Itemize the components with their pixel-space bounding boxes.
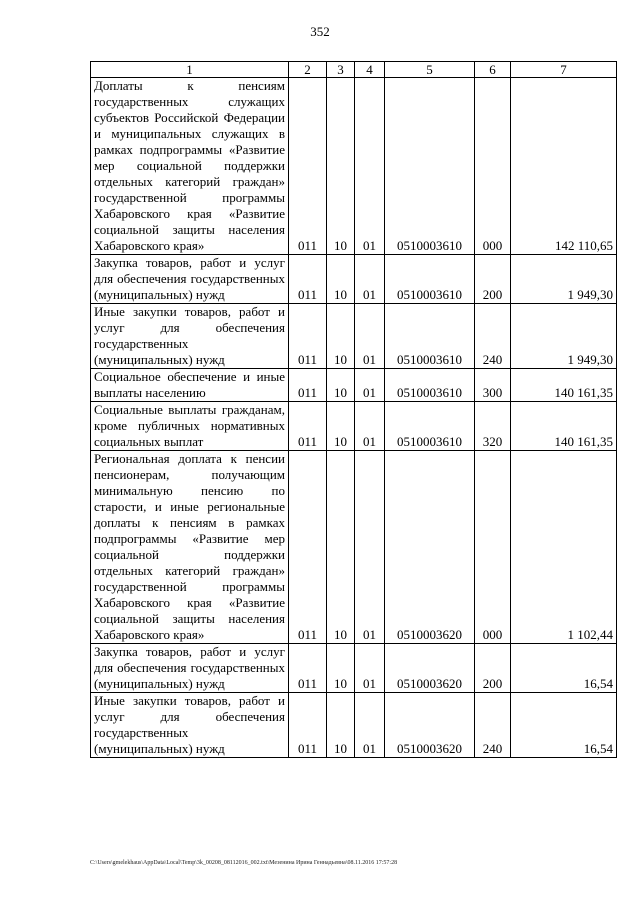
row-code-ministry: 011	[289, 304, 327, 369]
row-description: Социальное обеспечение и иные выплаты населению	[91, 369, 289, 402]
row-amount: 142 110,65	[511, 78, 617, 255]
header-col-7: 7	[511, 62, 617, 78]
row-code-section: 10	[327, 451, 355, 644]
row-code-section: 10	[327, 369, 355, 402]
row-code-target: 0510003610	[385, 78, 475, 255]
row-code-target: 0510003620	[385, 451, 475, 644]
row-code-ministry: 011	[289, 693, 327, 758]
row-description: Иные закупки товаров, работ и услуг для обеспечения государственных (муниципальных) нужд	[91, 304, 289, 369]
row-code-target: 0510003610	[385, 369, 475, 402]
table-row	[91, 304, 617, 369]
table-row	[91, 451, 617, 644]
row-code-ministry: 011	[289, 78, 327, 255]
row-code-expense-type: 200	[475, 255, 511, 304]
row-code-subsection: 01	[355, 78, 385, 255]
row-description: Иные закупки товаров, работ и услуг для обеспечения государственных (муниципальных) нужд	[91, 693, 289, 758]
row-code-target: 0510003620	[385, 693, 475, 758]
row-code-subsection: 01	[355, 693, 385, 758]
budget-table	[90, 61, 617, 758]
row-amount: 1 949,30	[511, 255, 617, 304]
row-code-section: 10	[327, 644, 355, 693]
table-row	[91, 644, 617, 693]
table-header-row	[91, 62, 617, 78]
row-code-section: 10	[327, 693, 355, 758]
row-amount: 1 949,30	[511, 304, 617, 369]
row-code-subsection: 01	[355, 255, 385, 304]
row-description: Доплаты к пенсиям государственных служащих субъектов Российской Федерации и муниципальных служащих в рамках подпрограммы «Развитие мер социальной поддержки отдельных категорий граждан» государственной программы Хабаровского края «Развитие социальной защиты населения Хабаровского края»	[91, 78, 289, 255]
table-row	[91, 693, 617, 758]
header-col-3: 3	[327, 62, 355, 78]
row-code-section: 10	[327, 304, 355, 369]
page-number: 352	[310, 24, 330, 39]
header-col-5: 5	[385, 62, 475, 78]
table-row	[91, 402, 617, 451]
row-code-target: 0510003610	[385, 402, 475, 451]
file-path-footer: C:\Users\gmelekhaus\AppData\Local\Temp\3k_00208_08112016_002.txt\Мезенина Ирина Геннадьевна\08.11.2016 17:57:28	[90, 860, 398, 866]
row-code-expense-type: 240	[475, 693, 511, 758]
header-col-1: 1	[91, 62, 289, 78]
row-code-section: 10	[327, 78, 355, 255]
row-code-section: 10	[327, 402, 355, 451]
table-row	[91, 369, 617, 402]
header-col-2: 2	[289, 62, 327, 78]
row-code-target: 0510003610	[385, 304, 475, 369]
row-code-expense-type: 000	[475, 78, 511, 255]
row-code-ministry: 011	[289, 369, 327, 402]
row-code-ministry: 011	[289, 402, 327, 451]
row-code-expense-type: 000	[475, 451, 511, 644]
row-code-target: 0510003620	[385, 644, 475, 693]
row-code-section: 10	[327, 255, 355, 304]
row-code-ministry: 011	[289, 644, 327, 693]
row-amount: 16,54	[511, 693, 617, 758]
row-code-ministry: 011	[289, 451, 327, 644]
row-code-subsection: 01	[355, 304, 385, 369]
row-code-expense-type: 320	[475, 402, 511, 451]
header-col-6: 6	[475, 62, 511, 78]
row-code-expense-type: 300	[475, 369, 511, 402]
row-code-subsection: 01	[355, 369, 385, 402]
row-code-ministry: 011	[289, 255, 327, 304]
header-col-4: 4	[355, 62, 385, 78]
row-amount: 1 102,44	[511, 451, 617, 644]
row-code-target: 0510003610	[385, 255, 475, 304]
row-description: Региональная доплата к пенсии пенсионерам, получающим минимальную пенсию по старости, и иные региональные доплаты к пенсиям в рамках подпрограммы «Развитие мер социальной поддержки отдельных категорий граждан» государственной программы Хабаровского края «Развитие социальной защиты населения Хабаровского края»	[91, 451, 289, 644]
row-code-expense-type: 200	[475, 644, 511, 693]
row-description: Социальные выплаты гражданам, кроме публичных нормативных социальных выплат	[91, 402, 289, 451]
row-code-subsection: 01	[355, 451, 385, 644]
row-code-subsection: 01	[355, 402, 385, 451]
row-amount: 140 161,35	[511, 402, 617, 451]
table-row	[91, 78, 617, 255]
row-amount: 16,54	[511, 644, 617, 693]
row-code-expense-type: 240	[475, 304, 511, 369]
row-description: Закупка товаров, работ и услуг для обеспечения государственных (муниципальных) нужд	[91, 644, 289, 693]
table-row	[91, 255, 617, 304]
row-description: Закупка товаров, работ и услуг для обеспечения государственных (муниципальных) нужд	[91, 255, 289, 304]
row-amount: 140 161,35	[511, 369, 617, 402]
row-code-subsection: 01	[355, 644, 385, 693]
